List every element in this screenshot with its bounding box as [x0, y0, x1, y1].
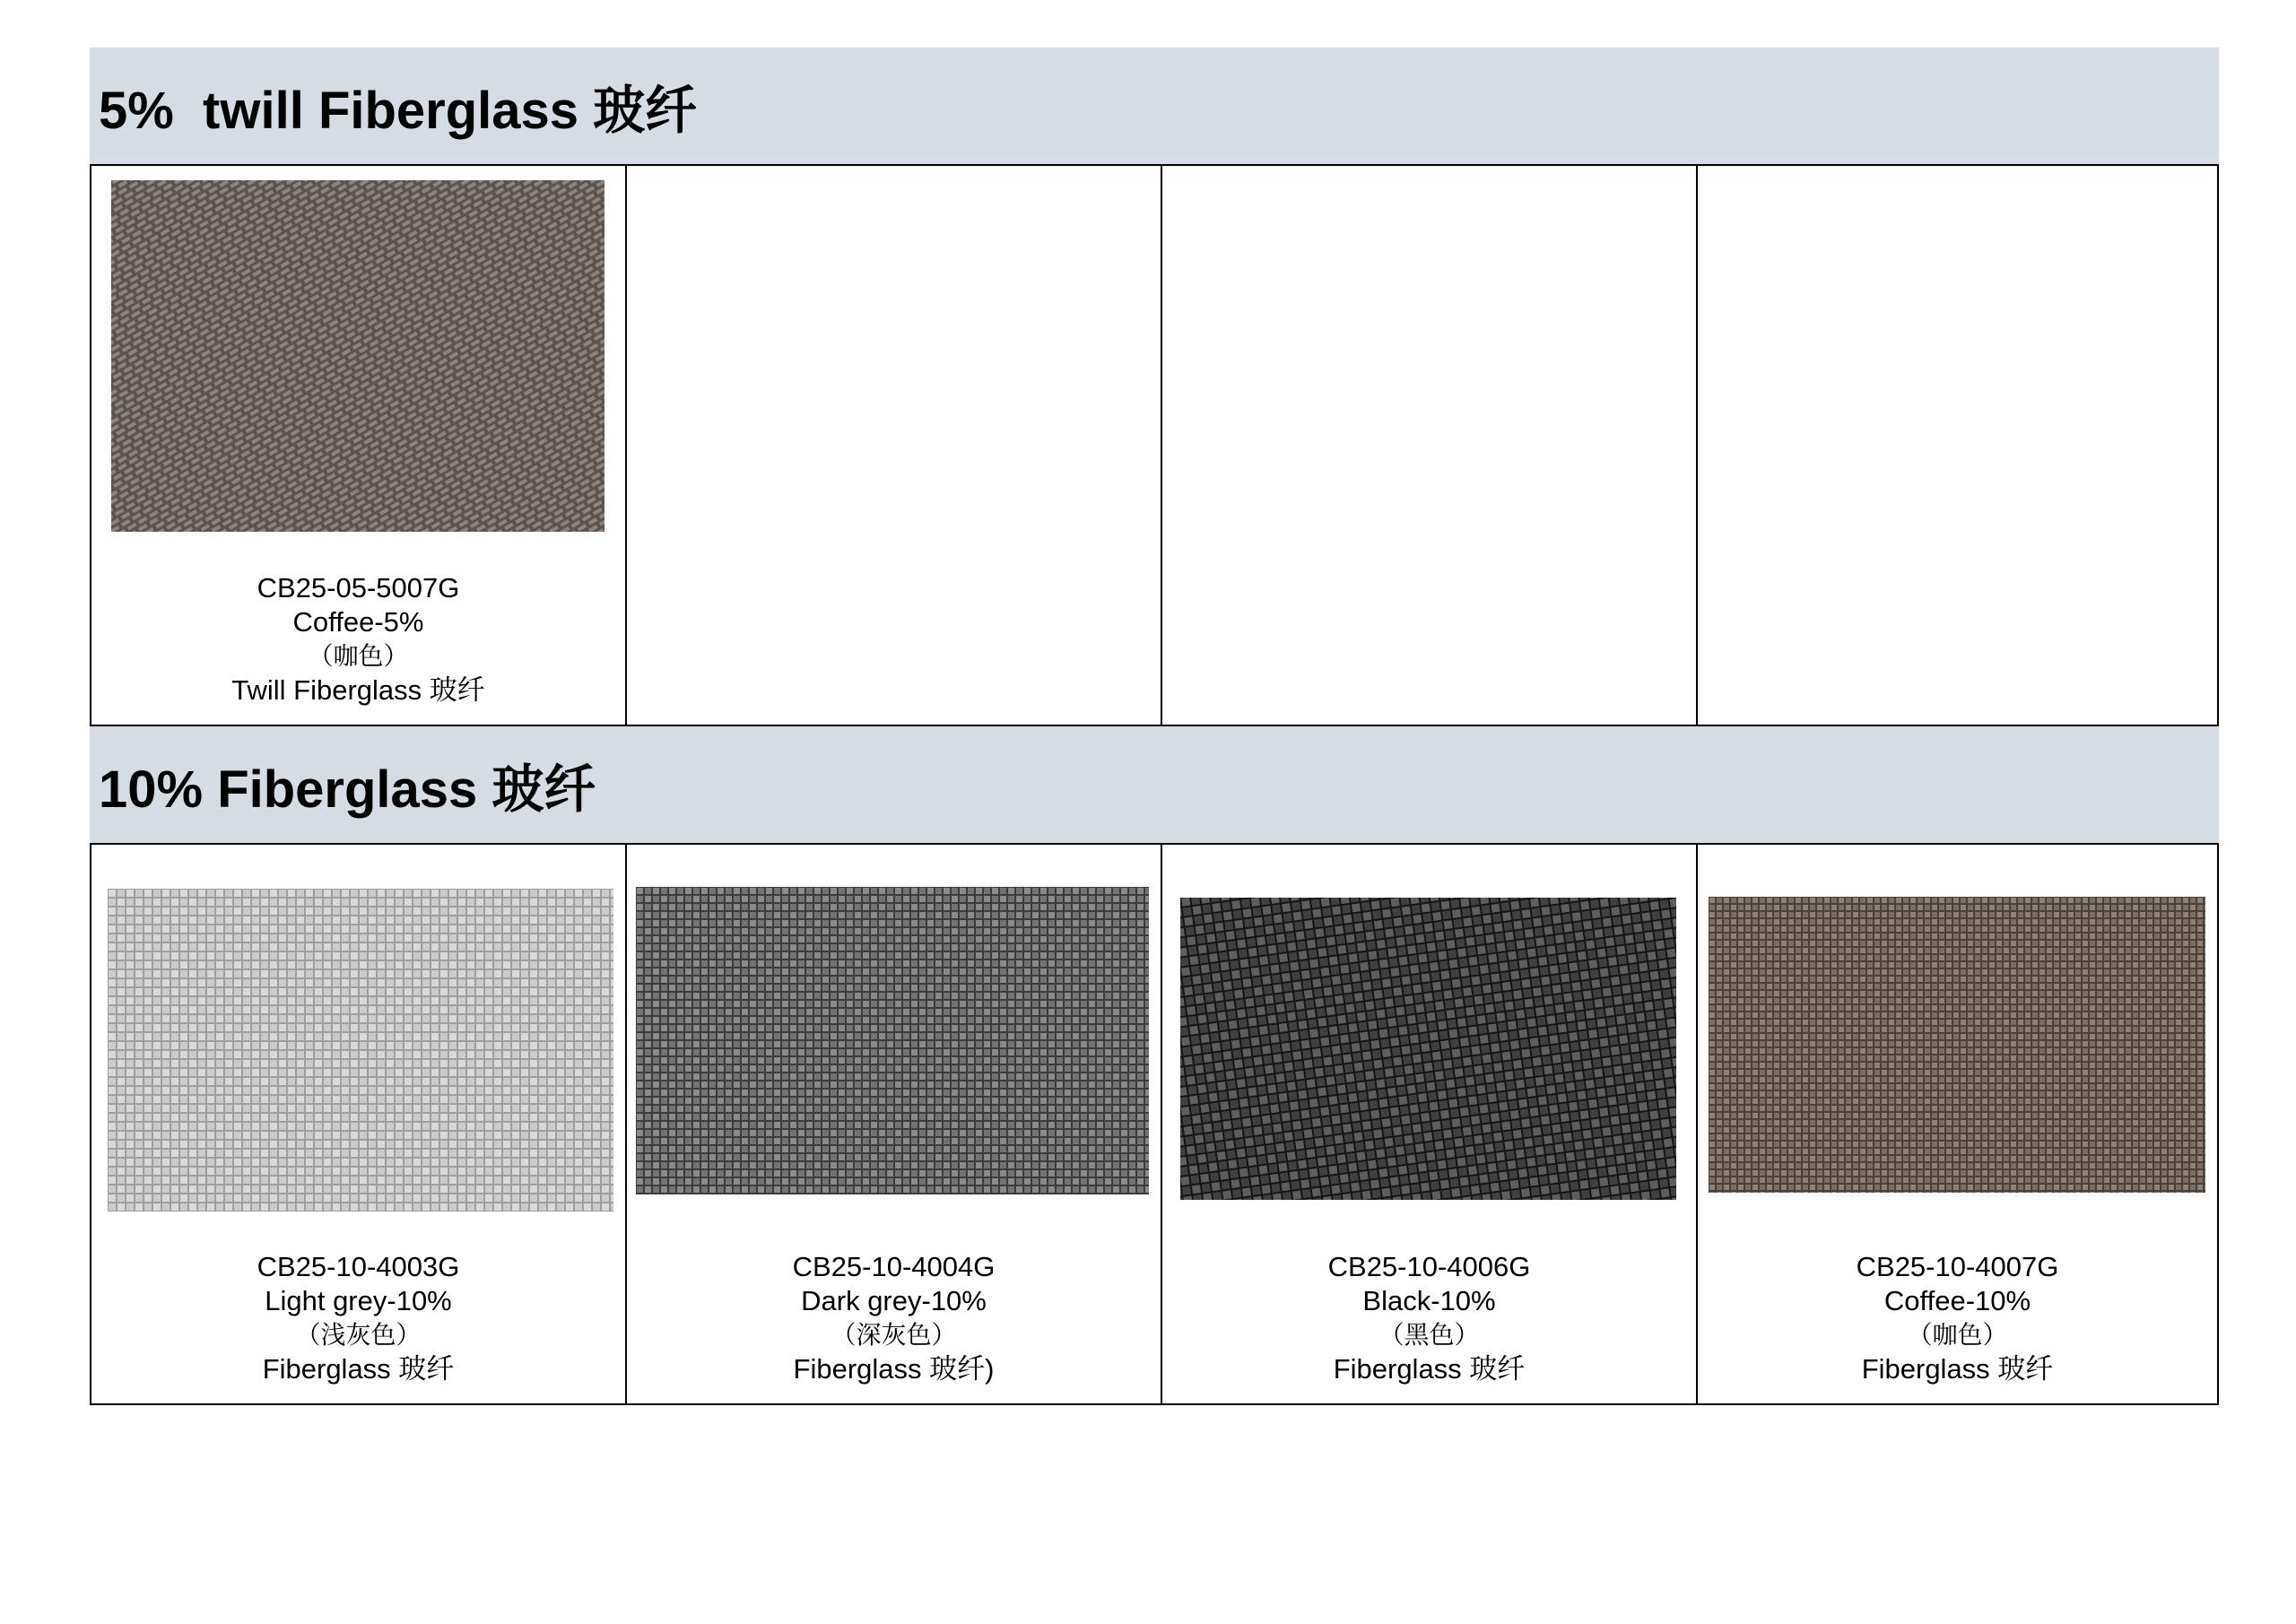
- swatch-caption: [91, 571, 625, 708]
- empty-cell: [627, 166, 1162, 725]
- fabric-texture: [1709, 897, 2205, 1193]
- fabric-texture: [1180, 898, 1676, 1200]
- swatch-caption: [627, 1250, 1161, 1386]
- color-name: Coffee-10%: [1883, 1285, 2031, 1316]
- chinese-color-name: （咖色）: [308, 641, 409, 671]
- color-name: Coffee-5%: [292, 606, 424, 638]
- material-label: Fiberglass 玻纤: [1861, 1353, 2054, 1385]
- fabric-swatch-image: [108, 889, 613, 1211]
- product-code: CB25-05-5007G: [257, 572, 460, 604]
- fabric-swatch-image: [1709, 897, 2205, 1193]
- material-label: Fiberglass 玻纤): [793, 1353, 995, 1385]
- color-name: Black-10%: [1362, 1285, 1496, 1316]
- empty-cell: [1162, 166, 1698, 725]
- chinese-color-name: （咖色）: [1907, 1320, 2008, 1350]
- section-title: 10% Fiberglass 玻纤: [99, 760, 596, 819]
- section-header-5pct: [90, 48, 2219, 164]
- product-code: CB25-10-4004G: [792, 1251, 996, 1282]
- section-header-10pct: [90, 726, 2219, 843]
- fabric-swatch-image: [1180, 898, 1676, 1200]
- swatch-grid-10pct: [90, 843, 2219, 1405]
- material-label: Fiberglass 玻纤: [1333, 1353, 1526, 1385]
- product-code: CB25-10-4007G: [1856, 1251, 2059, 1282]
- chinese-color-name: （深灰色）: [831, 1320, 957, 1350]
- product-code: CB25-10-4003G: [257, 1251, 460, 1282]
- color-name: Dark grey-10%: [801, 1285, 987, 1316]
- empty-cell: [1698, 166, 2217, 725]
- swatch-card: [627, 845, 1162, 1403]
- fabric-swatch-image: [636, 887, 1149, 1194]
- swatch-card: [91, 166, 627, 725]
- swatch-card: [1162, 845, 1698, 1403]
- swatch-grid-5pct: [90, 164, 2219, 726]
- product-code: CB25-10-4006G: [1327, 1251, 1531, 1282]
- swatch-caption: [1162, 1250, 1696, 1386]
- swatch-card: [91, 845, 627, 1403]
- material-label: Fiberglass 玻纤: [262, 1353, 455, 1385]
- color-name: Light grey-10%: [265, 1285, 452, 1316]
- fabric-texture: [636, 887, 1149, 1194]
- swatch-card: [1698, 845, 2217, 1403]
- swatch-caption: [91, 1250, 625, 1386]
- fabric-texture: [108, 889, 613, 1211]
- chinese-color-name: （黑色）: [1378, 1320, 1480, 1350]
- chinese-color-name: （浅灰色）: [295, 1320, 422, 1350]
- fabric-swatch-image: [111, 180, 604, 532]
- section-title: 5% twill Fiberglass 玻纤: [99, 82, 698, 140]
- material-label: Twill Fiberglass 玻纤: [231, 674, 485, 706]
- fabric-texture: [111, 180, 604, 532]
- swatch-caption: [1698, 1250, 2217, 1386]
